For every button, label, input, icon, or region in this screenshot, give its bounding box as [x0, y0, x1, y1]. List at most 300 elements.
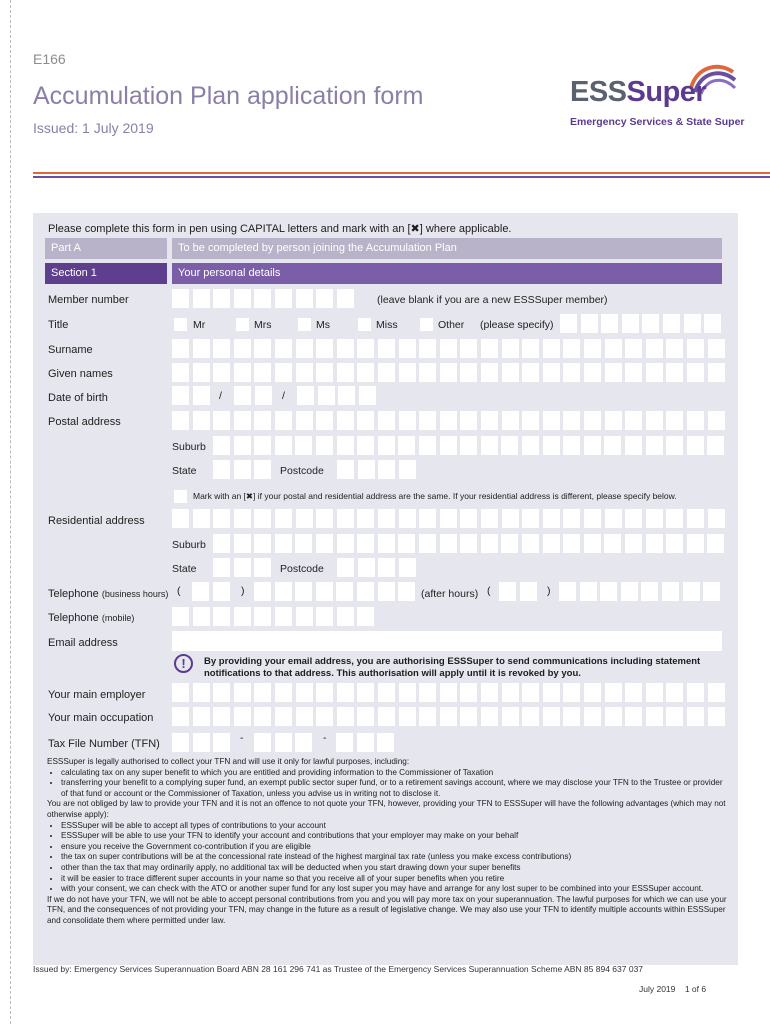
- character-box[interactable]: [563, 436, 580, 455]
- character-box[interactable]: [584, 339, 601, 358]
- character-box[interactable]: [357, 363, 374, 382]
- character-box[interactable]: [378, 683, 395, 702]
- character-box[interactable]: [193, 607, 210, 626]
- character-box[interactable]: [625, 534, 642, 553]
- character-box[interactable]: [646, 683, 663, 702]
- character-box[interactable]: [703, 582, 720, 601]
- character-box[interactable]: [625, 509, 642, 528]
- character-box[interactable]: [337, 460, 354, 479]
- character-box[interactable]: [646, 707, 663, 726]
- character-box[interactable]: [708, 683, 725, 702]
- character-box[interactable]: [666, 339, 683, 358]
- character-box[interactable]: [646, 534, 663, 553]
- character-box[interactable]: [295, 733, 312, 752]
- character-box[interactable]: [357, 582, 374, 601]
- character-box[interactable]: [193, 363, 210, 382]
- character-box[interactable]: [584, 436, 601, 455]
- character-box[interactable]: [234, 339, 251, 358]
- character-box[interactable]: [193, 411, 210, 430]
- character-box[interactable]: [419, 339, 436, 358]
- character-box[interactable]: [254, 339, 271, 358]
- character-box[interactable]: [666, 363, 683, 382]
- character-box[interactable]: [600, 582, 617, 601]
- character-box[interactable]: [522, 707, 539, 726]
- character-box[interactable]: [337, 607, 354, 626]
- character-box[interactable]: [213, 509, 230, 528]
- character-box[interactable]: [543, 339, 560, 358]
- character-box[interactable]: [296, 289, 313, 308]
- character-box[interactable]: [296, 509, 313, 528]
- email-field[interactable]: [172, 631, 722, 651]
- character-box[interactable]: [605, 707, 622, 726]
- character-box[interactable]: [522, 363, 539, 382]
- character-box[interactable]: [563, 411, 580, 430]
- character-box[interactable]: [419, 534, 436, 553]
- character-box[interactable]: [295, 582, 312, 601]
- character-box[interactable]: [481, 339, 498, 358]
- character-box[interactable]: [378, 509, 395, 528]
- character-box[interactable]: [172, 707, 189, 726]
- character-box[interactable]: [419, 683, 436, 702]
- character-box[interactable]: [501, 534, 518, 553]
- character-box[interactable]: [336, 733, 353, 752]
- character-box[interactable]: [337, 509, 354, 528]
- character-box[interactable]: [357, 534, 374, 553]
- character-box[interactable]: [172, 289, 189, 308]
- character-box[interactable]: [605, 411, 622, 430]
- character-box[interactable]: [296, 607, 313, 626]
- character-box[interactable]: [398, 582, 415, 601]
- character-box[interactable]: [254, 363, 271, 382]
- character-box[interactable]: [357, 436, 374, 455]
- character-box[interactable]: [543, 683, 560, 702]
- title-mr-checkbox[interactable]: [174, 318, 187, 331]
- character-box[interactable]: [584, 707, 601, 726]
- character-box[interactable]: [254, 558, 271, 577]
- character-box[interactable]: [254, 683, 271, 702]
- character-box[interactable]: [580, 582, 597, 601]
- character-box[interactable]: [378, 363, 395, 382]
- character-box[interactable]: [295, 534, 312, 553]
- character-box[interactable]: [316, 363, 333, 382]
- character-box[interactable]: [234, 683, 251, 702]
- character-box[interactable]: [275, 733, 292, 752]
- character-box[interactable]: [357, 339, 374, 358]
- character-box[interactable]: [275, 411, 292, 430]
- character-box[interactable]: [213, 339, 230, 358]
- character-box[interactable]: [398, 534, 415, 553]
- character-box[interactable]: [172, 386, 189, 405]
- character-box[interactable]: [255, 386, 272, 405]
- character-box[interactable]: [605, 339, 622, 358]
- character-box[interactable]: [601, 314, 618, 333]
- character-box[interactable]: [275, 607, 292, 626]
- character-box[interactable]: [499, 582, 516, 601]
- character-box[interactable]: [275, 534, 292, 553]
- character-box[interactable]: [625, 363, 642, 382]
- character-box[interactable]: [254, 411, 271, 430]
- character-box[interactable]: [708, 339, 725, 358]
- character-box[interactable]: [316, 509, 333, 528]
- character-box[interactable]: [337, 707, 354, 726]
- character-box[interactable]: [378, 707, 395, 726]
- character-box[interactable]: [707, 436, 724, 455]
- character-box[interactable]: [399, 411, 416, 430]
- character-box[interactable]: [440, 534, 457, 553]
- character-box[interactable]: [213, 558, 230, 577]
- character-box[interactable]: [625, 436, 642, 455]
- character-box[interactable]: [296, 339, 313, 358]
- character-box[interactable]: [522, 509, 539, 528]
- character-box[interactable]: [584, 509, 601, 528]
- character-box[interactable]: [522, 683, 539, 702]
- character-box[interactable]: [234, 386, 251, 405]
- character-box[interactable]: [663, 314, 680, 333]
- character-box[interactable]: [502, 509, 519, 528]
- character-box[interactable]: [440, 509, 457, 528]
- character-box[interactable]: [605, 683, 622, 702]
- character-box[interactable]: [707, 534, 724, 553]
- character-box[interactable]: [481, 534, 498, 553]
- character-box[interactable]: [687, 509, 704, 528]
- character-box[interactable]: [234, 534, 251, 553]
- character-box[interactable]: [254, 436, 271, 455]
- character-box[interactable]: [419, 436, 436, 455]
- character-box[interactable]: [502, 363, 519, 382]
- character-box[interactable]: [502, 707, 519, 726]
- character-box[interactable]: [358, 460, 375, 479]
- character-box[interactable]: [708, 411, 725, 430]
- character-box[interactable]: [502, 411, 519, 430]
- character-box[interactable]: [275, 339, 292, 358]
- character-box[interactable]: [460, 534, 477, 553]
- character-box[interactable]: [687, 339, 704, 358]
- character-box[interactable]: [543, 363, 560, 382]
- character-box[interactable]: [522, 411, 539, 430]
- character-box[interactable]: [172, 509, 189, 528]
- character-box[interactable]: [543, 534, 560, 553]
- character-box[interactable]: [646, 339, 663, 358]
- character-box[interactable]: [336, 582, 353, 601]
- character-box[interactable]: [357, 707, 374, 726]
- character-box[interactable]: [234, 607, 251, 626]
- character-box[interactable]: [213, 582, 230, 601]
- character-box[interactable]: [481, 509, 498, 528]
- character-box[interactable]: [419, 707, 436, 726]
- character-box[interactable]: [213, 363, 230, 382]
- character-box[interactable]: [172, 607, 189, 626]
- character-box[interactable]: [234, 509, 251, 528]
- character-box[interactable]: [378, 436, 395, 455]
- character-box[interactable]: [275, 582, 292, 601]
- character-box[interactable]: [296, 363, 313, 382]
- title-ms-label: Ms: [316, 319, 330, 331]
- character-box[interactable]: [357, 683, 374, 702]
- character-box[interactable]: [316, 707, 333, 726]
- character-box[interactable]: [234, 411, 251, 430]
- character-box[interactable]: [357, 607, 374, 626]
- character-box[interactable]: [563, 683, 580, 702]
- character-box[interactable]: [481, 363, 498, 382]
- character-box[interactable]: [275, 683, 292, 702]
- character-box[interactable]: [193, 707, 210, 726]
- character-box[interactable]: [502, 339, 519, 358]
- character-box[interactable]: [234, 363, 251, 382]
- character-box[interactable]: [213, 289, 230, 308]
- character-box[interactable]: [687, 436, 704, 455]
- character-box[interactable]: [213, 683, 230, 702]
- character-box[interactable]: [357, 733, 374, 752]
- character-box[interactable]: [316, 289, 333, 308]
- character-box[interactable]: [254, 707, 271, 726]
- character-box[interactable]: [234, 436, 251, 455]
- character-box[interactable]: [254, 289, 271, 308]
- character-box[interactable]: [460, 683, 477, 702]
- character-box[interactable]: [357, 509, 374, 528]
- character-box[interactable]: [399, 509, 416, 528]
- character-box[interactable]: [684, 314, 701, 333]
- character-box[interactable]: [460, 411, 477, 430]
- character-box[interactable]: [254, 582, 271, 601]
- character-box[interactable]: [399, 339, 416, 358]
- character-box[interactable]: [605, 509, 622, 528]
- character-box[interactable]: [316, 534, 333, 553]
- character-box[interactable]: [275, 707, 292, 726]
- character-box[interactable]: [419, 363, 436, 382]
- character-box[interactable]: [193, 289, 210, 308]
- character-box[interactable]: [563, 534, 580, 553]
- character-box[interactable]: [359, 386, 376, 405]
- character-box[interactable]: [193, 339, 210, 358]
- character-box[interactable]: [625, 339, 642, 358]
- character-box[interactable]: [213, 411, 230, 430]
- character-box[interactable]: [683, 582, 700, 601]
- character-box[interactable]: [213, 733, 230, 752]
- character-box[interactable]: [419, 509, 436, 528]
- character-box[interactable]: [338, 386, 355, 405]
- character-box[interactable]: [708, 363, 725, 382]
- character-box[interactable]: [275, 436, 292, 455]
- character-box[interactable]: [358, 558, 375, 577]
- character-box[interactable]: [704, 314, 721, 333]
- character-box[interactable]: [581, 314, 598, 333]
- character-box[interactable]: [297, 386, 314, 405]
- character-box[interactable]: [254, 534, 271, 553]
- character-box[interactable]: [460, 509, 477, 528]
- character-box[interactable]: [378, 411, 395, 430]
- character-box[interactable]: [584, 411, 601, 430]
- character-box[interactable]: [337, 363, 354, 382]
- character-box[interactable]: [337, 558, 354, 577]
- character-box[interactable]: [316, 436, 333, 455]
- character-box[interactable]: [296, 707, 313, 726]
- character-box[interactable]: [337, 411, 354, 430]
- character-box[interactable]: [708, 509, 725, 528]
- character-box[interactable]: [666, 411, 683, 430]
- character-box[interactable]: [604, 436, 621, 455]
- character-box[interactable]: [440, 339, 457, 358]
- character-box[interactable]: [440, 436, 457, 455]
- character-box[interactable]: [318, 386, 335, 405]
- character-box[interactable]: [563, 339, 580, 358]
- character-box[interactable]: [213, 436, 230, 455]
- character-box[interactable]: [399, 707, 416, 726]
- character-box[interactable]: [460, 436, 477, 455]
- character-box[interactable]: [625, 411, 642, 430]
- character-box[interactable]: [337, 534, 354, 553]
- character-box[interactable]: [622, 314, 639, 333]
- character-box[interactable]: [316, 683, 333, 702]
- character-box[interactable]: [172, 683, 189, 702]
- character-box[interactable]: [172, 339, 189, 358]
- character-box[interactable]: [213, 707, 230, 726]
- character-box[interactable]: [172, 363, 189, 382]
- character-box[interactable]: [687, 363, 704, 382]
- character-box[interactable]: [440, 707, 457, 726]
- character-box[interactable]: [378, 582, 395, 601]
- character-box[interactable]: [399, 558, 416, 577]
- character-box[interactable]: [642, 314, 659, 333]
- character-box[interactable]: [296, 683, 313, 702]
- character-box[interactable]: [193, 733, 210, 752]
- character-box[interactable]: [481, 436, 498, 455]
- character-box[interactable]: [522, 534, 539, 553]
- character-box[interactable]: [316, 339, 333, 358]
- character-box[interactable]: [419, 411, 436, 430]
- character-box[interactable]: [460, 707, 477, 726]
- character-box[interactable]: [193, 509, 210, 528]
- character-box[interactable]: [687, 707, 704, 726]
- character-box[interactable]: [399, 460, 416, 479]
- character-box[interactable]: [666, 683, 683, 702]
- title-ms-checkbox[interactable]: [298, 318, 311, 331]
- character-box[interactable]: [666, 534, 683, 553]
- character-box[interactable]: [234, 558, 251, 577]
- character-box[interactable]: [316, 582, 333, 601]
- dob-separator-1: /: [219, 390, 222, 402]
- character-box[interactable]: [234, 460, 251, 479]
- character-box[interactable]: [687, 411, 704, 430]
- character-box[interactable]: [481, 411, 498, 430]
- character-box[interactable]: [193, 683, 210, 702]
- character-box[interactable]: [275, 289, 292, 308]
- character-box[interactable]: [193, 386, 210, 405]
- character-box[interactable]: [621, 582, 638, 601]
- character-box[interactable]: [378, 534, 395, 553]
- character-box[interactable]: [213, 607, 230, 626]
- character-box[interactable]: [192, 582, 209, 601]
- character-box[interactable]: [378, 460, 395, 479]
- character-box[interactable]: [295, 436, 312, 455]
- character-box[interactable]: [296, 411, 313, 430]
- character-box[interactable]: [275, 509, 292, 528]
- character-box[interactable]: [254, 733, 271, 752]
- character-box[interactable]: [481, 683, 498, 702]
- character-box[interactable]: [522, 436, 539, 455]
- character-box[interactable]: [254, 509, 271, 528]
- character-box[interactable]: [501, 436, 518, 455]
- character-box[interactable]: [234, 707, 251, 726]
- character-box[interactable]: [275, 363, 292, 382]
- character-box[interactable]: [641, 582, 658, 601]
- character-box[interactable]: [559, 582, 576, 601]
- title-other-checkbox[interactable]: [420, 318, 433, 331]
- character-box[interactable]: [337, 436, 354, 455]
- character-box[interactable]: [687, 683, 704, 702]
- character-box[interactable]: [213, 534, 230, 553]
- character-box[interactable]: [440, 363, 457, 382]
- character-box[interactable]: [399, 683, 416, 702]
- character-box[interactable]: [337, 289, 354, 308]
- character-box[interactable]: [520, 582, 537, 601]
- character-box[interactable]: [543, 509, 560, 528]
- character-box[interactable]: [543, 707, 560, 726]
- character-box[interactable]: [522, 339, 539, 358]
- same-address-checkbox[interactable]: [174, 490, 187, 503]
- character-box[interactable]: [666, 707, 683, 726]
- character-box[interactable]: [584, 683, 601, 702]
- character-box[interactable]: [646, 363, 663, 382]
- character-box[interactable]: [625, 707, 642, 726]
- character-box[interactable]: [563, 509, 580, 528]
- character-box[interactable]: [708, 707, 725, 726]
- character-box[interactable]: [254, 607, 271, 626]
- character-box[interactable]: [662, 582, 679, 601]
- character-box[interactable]: [666, 436, 683, 455]
- character-box[interactable]: [377, 733, 394, 752]
- character-box[interactable]: [502, 683, 519, 702]
- character-box[interactable]: [543, 411, 560, 430]
- character-box[interactable]: [584, 363, 601, 382]
- character-box[interactable]: [337, 683, 354, 702]
- character-box[interactable]: [605, 363, 622, 382]
- character-box[interactable]: [481, 707, 498, 726]
- character-box[interactable]: [543, 436, 560, 455]
- character-box[interactable]: [234, 289, 251, 308]
- character-box[interactable]: [440, 411, 457, 430]
- title-mrs-checkbox[interactable]: [236, 318, 249, 331]
- character-box[interactable]: [357, 411, 374, 430]
- character-box[interactable]: [213, 460, 230, 479]
- character-box[interactable]: [687, 534, 704, 553]
- character-box[interactable]: [563, 707, 580, 726]
- title-miss-checkbox[interactable]: [358, 318, 371, 331]
- postal-suburb-label: Suburb: [172, 441, 206, 453]
- character-box[interactable]: [172, 733, 189, 752]
- character-box[interactable]: [646, 436, 663, 455]
- character-box[interactable]: [460, 339, 477, 358]
- character-box[interactable]: [172, 411, 189, 430]
- character-box[interactable]: [378, 558, 395, 577]
- character-box[interactable]: [316, 411, 333, 430]
- character-box[interactable]: [563, 363, 580, 382]
- character-box[interactable]: [254, 460, 271, 479]
- character-box[interactable]: [440, 683, 457, 702]
- character-box[interactable]: [646, 509, 663, 528]
- character-box[interactable]: [646, 411, 663, 430]
- character-box[interactable]: [398, 436, 415, 455]
- character-box[interactable]: [337, 339, 354, 358]
- character-box[interactable]: [316, 607, 333, 626]
- character-box[interactable]: [625, 683, 642, 702]
- character-box[interactable]: [399, 363, 416, 382]
- character-box[interactable]: [666, 509, 683, 528]
- character-box[interactable]: [584, 534, 601, 553]
- character-box[interactable]: [604, 534, 621, 553]
- character-box[interactable]: [560, 314, 577, 333]
- character-box[interactable]: [378, 339, 395, 358]
- character-box[interactable]: [460, 363, 477, 382]
